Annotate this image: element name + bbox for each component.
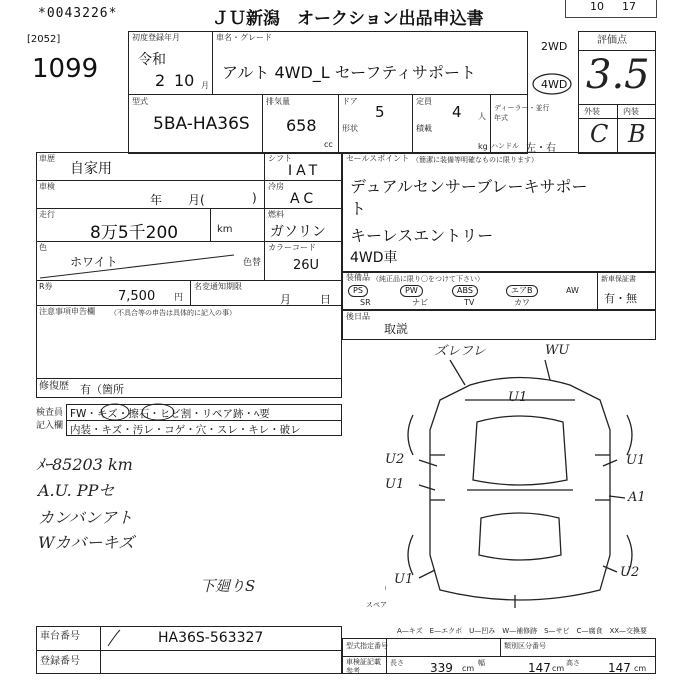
year-type-label: 年式 [494, 114, 508, 122]
mark-right-door: A1 [628, 490, 646, 505]
inspection-interior-row: 内装・キズ・汚レ・コゲ・穴・スレ・キレ・破レ [70, 424, 301, 436]
equip-abs: ABS [452, 285, 478, 297]
sales-label: セールスポイント [346, 154, 410, 163]
equip-airbag: エアB [506, 285, 538, 297]
registration-block [128, 31, 528, 154]
equip-ps: PS [348, 285, 368, 297]
inspection-year: 年 [150, 193, 163, 207]
drive-4wd: 4WD [541, 78, 568, 91]
mark-left-door: U1 [385, 477, 405, 492]
chassis-number: HA36S-563327 [158, 630, 264, 646]
class-label: 類別区分番号 [504, 642, 546, 650]
mileage-label: 走行 [39, 210, 55, 219]
recycle-unit: 円 [174, 293, 184, 303]
door-label: ドア [342, 97, 358, 106]
equip-leather: カワ [514, 298, 530, 307]
fuel-label: 燃料 [268, 210, 284, 219]
mileage-unit: km [217, 224, 233, 235]
length-unit: cm [462, 664, 475, 673]
sales-line-2: ト [350, 199, 367, 218]
shift-label: シフト [268, 154, 292, 163]
width-unit: cm [552, 664, 565, 673]
model-type: 5BA-HA36S [153, 114, 250, 134]
notes-sub: （不具合等の申告は具体的に記入の事） [110, 309, 236, 317]
use-label: 車歴 [39, 154, 55, 163]
transfer-label: 名変通知期限 [194, 282, 242, 291]
equip-navi: ナビ [412, 298, 428, 307]
transfer-month: 月 [280, 293, 291, 306]
length: 339 [430, 661, 453, 675]
first-reg-label: 初度登録年月 [132, 33, 180, 42]
sales-line-4: 4WD車 [350, 250, 398, 266]
form-title: ＪＵ新潟 オークション出品申込書 [212, 9, 484, 29]
date-day: 17 [622, 0, 636, 13]
registration-label: 登録番号 [40, 656, 80, 667]
mark-front-right: WU [545, 343, 570, 358]
auction-code: [2052] [27, 34, 61, 45]
color-code-label: カラーコード [268, 243, 316, 252]
model-label: 車名・グレード [216, 33, 272, 42]
height-label: 高さ [566, 659, 580, 667]
back-label: 後日品 [346, 312, 370, 321]
capacity-unit: 人 [478, 112, 486, 121]
new-warranty-label: 新車保証書 [601, 275, 636, 283]
capacity: 4 [452, 103, 462, 121]
score-value: 3.5 [586, 52, 650, 98]
mark-right-front-door: U1 [626, 453, 646, 468]
sales-line-1: デュアルセンサーブレーキサポー [350, 177, 588, 196]
interior-label: 内装 [623, 107, 639, 116]
inspector-label-2: 記入欄 [36, 421, 64, 431]
mark-left-rear: U1 [394, 572, 414, 587]
hw-line-3: カンバンアト [38, 508, 133, 527]
inspection-month: 月( [188, 193, 205, 207]
body-color: ホワイト [70, 255, 118, 269]
equipment-sub: （純正品に限り〇をつけて下さい） [372, 275, 484, 283]
cc-unit: cc [324, 140, 333, 149]
hw-underbody: 下廻りS [200, 577, 256, 595]
load-label: 積載 [416, 124, 432, 133]
equipment-label: 装備品 [346, 273, 370, 282]
mileage: 8万5千200 [90, 223, 179, 243]
score-label: 評価点 [597, 35, 627, 46]
equip-aw: AW [566, 286, 579, 295]
displacement: 658 [286, 116, 317, 135]
chassis-label: 車台番号 [40, 631, 80, 642]
handle-label: ハンドル [491, 142, 519, 150]
dealer-label: ディーラー・並行 [494, 104, 550, 112]
hw-line-4: Wカバーキズ [38, 533, 135, 552]
mark-right-rear: U2 [620, 565, 640, 580]
damage-legend: A—キズ E—エクボ U—凹み W—補修跡 S—サビ C—腐食 XX—交換要 [397, 627, 648, 635]
length-label: 長さ [390, 659, 404, 667]
drive-2wd: 2WD [541, 40, 568, 53]
serial-number: *0043226* [38, 6, 118, 21]
exterior-grade: C [590, 120, 609, 148]
notes-label: 注意事項申告欄 [39, 307, 95, 316]
handle-side: 左・右 [526, 143, 556, 154]
height-unit: cm [634, 664, 647, 673]
type-spec-label: 型式指定番号 [346, 642, 388, 650]
cc-label: 排気量 [266, 97, 290, 106]
sales-line-3: キーレスエントリー [350, 226, 494, 245]
sales-label-sub: （簡潔に装備等明確なものに限ります） [412, 156, 538, 164]
shift: IAT [288, 163, 322, 179]
type-label: 型式 [132, 97, 148, 106]
reference-label: 参考 [346, 667, 360, 675]
interior-grade: B [628, 120, 646, 148]
width: 147 [528, 661, 551, 675]
equip-sr: SR [360, 298, 371, 307]
model-grade: アルト 4WD_L セーフティサポート [222, 63, 477, 82]
inspection-exterior-row: FW・キズ・擦石・ヒビ割・リペア跡・ﾍ要 [70, 408, 270, 420]
mark-front-left: ズレフレ [434, 344, 486, 359]
shape-label: 形状 [342, 124, 358, 133]
capacity-label: 定員 [416, 97, 432, 106]
color-code: 26U [293, 258, 320, 273]
width-label: 幅 [478, 659, 485, 667]
inspection-close: ) [252, 191, 257, 205]
new-warranty-value: 有・無 [604, 292, 637, 305]
color-label: 色 [39, 243, 47, 252]
mark-hood: U1 [508, 390, 528, 405]
kg-unit: kg [478, 142, 488, 151]
history-label: 修復歴 [39, 381, 69, 392]
reg-month: 10 [174, 71, 195, 90]
car-damage-diagram [385, 340, 655, 620]
inspection-label: 車検 [39, 182, 55, 191]
repaint-label: 色替 [243, 258, 262, 268]
repair-history: 有（箇所 [80, 383, 124, 396]
air-con: AC [290, 191, 318, 207]
doors: 5 [375, 103, 385, 121]
mark-left-front-door: U2 [385, 452, 405, 467]
month-unit: 月 [201, 81, 209, 90]
back-items: 取説 [384, 322, 409, 336]
spare-label: スペア [366, 601, 387, 609]
era: 令和 [138, 52, 166, 68]
equip-tv: TV [464, 298, 475, 307]
dimension-label: 車検証記載 [346, 658, 381, 666]
transfer-day: 日 [320, 293, 331, 306]
fuel: ガソリン [270, 224, 326, 240]
usage: 自家用 [70, 161, 112, 177]
recycle-label: R券 [39, 282, 53, 291]
reg-year: 2 [155, 71, 166, 90]
recycle-fee: 7,500 [118, 289, 156, 304]
lot-number: 1099 [32, 54, 99, 84]
date-month: 10 [590, 0, 604, 13]
ac-label: 冷房 [268, 182, 284, 191]
exterior-label: 外装 [584, 107, 600, 116]
height: 147 [608, 661, 631, 675]
equip-pw: PW [400, 285, 423, 297]
inspector-label: 検査員 [36, 408, 64, 418]
hw-odometer: ﾒｰ85203 km [36, 455, 133, 474]
hw-line-2: A.U. PPセ [38, 481, 115, 500]
